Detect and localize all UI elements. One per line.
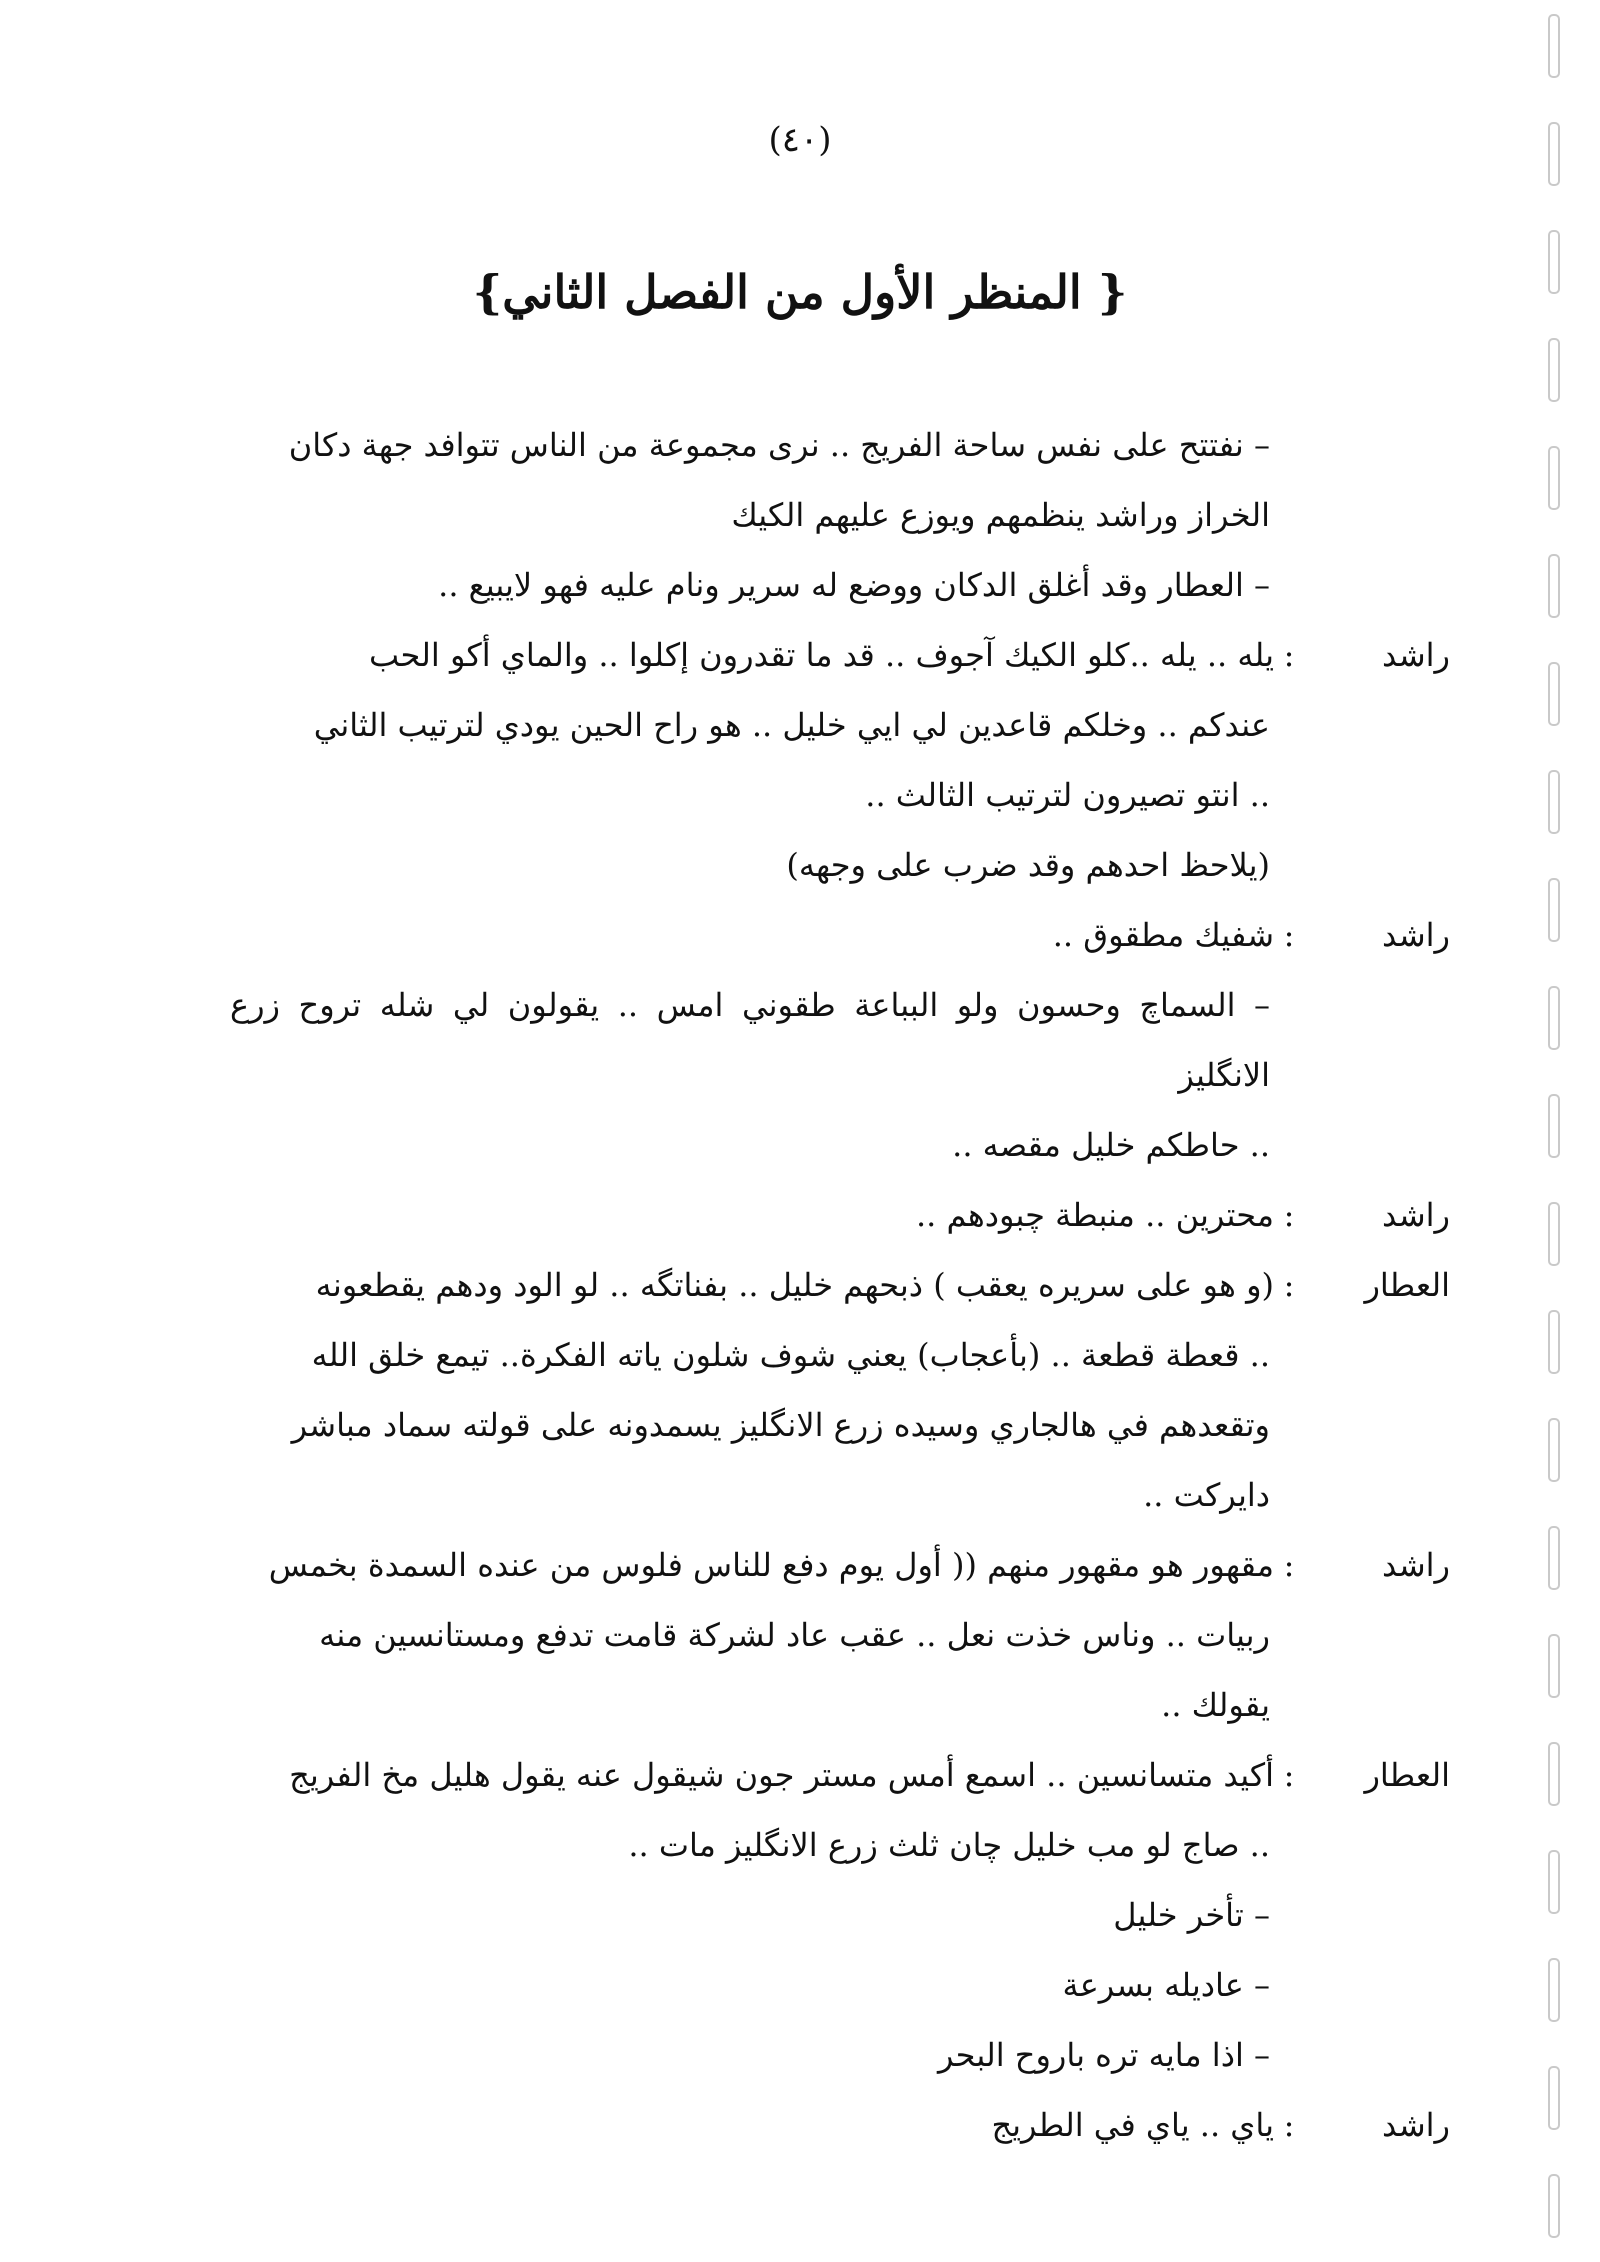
binding-hole xyxy=(1548,1310,1560,1374)
line-text: يله .. يله ..كلو الكيك آجوف .. قد ما تقدرون إكلوا .. والماي أكو الحب xyxy=(369,636,1274,674)
script-line xyxy=(230,1110,1450,1180)
script-line xyxy=(230,1320,1450,1390)
binding-hole xyxy=(1548,878,1560,942)
script-line xyxy=(230,2020,1450,2090)
line-text: عندكم .. وخلكم قاعدين لي ايي خليل .. هو راح الحين يودي لترتيب الثاني xyxy=(313,706,1270,744)
line-text: دايركت .. xyxy=(1143,1476,1270,1514)
speaker-colon: : xyxy=(1283,916,1295,954)
script-line xyxy=(230,1950,1450,2020)
speaker-name: العطار xyxy=(1364,1756,1450,1794)
script-line xyxy=(230,2090,1450,2160)
line-text: ياي .. ياي في الطريج xyxy=(991,2106,1274,2144)
binding-hole xyxy=(1548,14,1560,78)
script-line xyxy=(230,1530,1450,1600)
script-line xyxy=(230,550,1450,620)
line-text: – تأخر خليل xyxy=(1113,1896,1270,1934)
binding-hole xyxy=(1548,2066,1560,2130)
speaker-name: راشد xyxy=(1382,1196,1450,1234)
script-line xyxy=(230,1740,1450,1810)
binding-hole xyxy=(1548,1526,1560,1590)
stage-direction: (يلاحظ احدهم وقد ضرب على وجهه) xyxy=(786,846,1270,884)
line-text: ربيات .. وناس خذت نعل .. عقب عاد لشركة قامت تدفع ومستانسين منه xyxy=(319,1616,1270,1654)
script-line xyxy=(230,1250,1450,1320)
binding-hole xyxy=(1548,1634,1560,1698)
line-text: .. انتو تصيرون لترتيب الثالث .. xyxy=(865,776,1270,814)
binding-hole xyxy=(1548,770,1560,834)
speaker-name: راشد xyxy=(1382,916,1450,954)
script-line xyxy=(230,1670,1450,1740)
line-text: مقهور هو مقهور منهم (( أول يوم دفع للناس فلوس من عنده السمدة بخمس xyxy=(268,1546,1274,1584)
script-line xyxy=(230,620,1450,690)
script-line xyxy=(230,1180,1450,1250)
binding-hole xyxy=(1548,1094,1560,1158)
line-text: .. صاج لو مب خليل چان ثلث زرع الانگليز مات .. xyxy=(628,1826,1270,1864)
speaker-colon: : xyxy=(1283,1266,1295,1304)
script-line xyxy=(230,1460,1450,1530)
script-line xyxy=(230,410,1450,480)
scene-title: {المنظر الأول من الفصل الثاني } xyxy=(472,265,1128,319)
script-line xyxy=(230,690,1450,760)
page-number: (٤٠) xyxy=(768,120,832,160)
binding-hole xyxy=(1548,1202,1560,1266)
speaker-colon: : xyxy=(1283,636,1295,674)
line-text: .. قعطة قطعة .. (بأعجاب) يعني شوف شلون ياته الفكرة.. تيمع خلق الله xyxy=(311,1336,1270,1374)
speaker-colon: : xyxy=(1283,2106,1295,2144)
script-body xyxy=(230,410,1450,2160)
binding-hole xyxy=(1548,554,1560,618)
binding-hole xyxy=(1548,230,1560,294)
binding-hole xyxy=(1548,986,1560,1050)
speaker-colon: : xyxy=(1283,1756,1295,1794)
speaker-colon: : xyxy=(1283,1196,1295,1234)
script-line xyxy=(230,1600,1450,1670)
line-text: محترين .. منبطة چبودهم .. xyxy=(916,1196,1274,1234)
speaker-name: راشد xyxy=(1382,2106,1450,2144)
binding-hole xyxy=(1548,446,1560,510)
binding-hole xyxy=(1548,1742,1560,1806)
script-line xyxy=(230,830,1450,900)
line-text: شفيك مطقوق .. xyxy=(1052,916,1274,954)
line-text: (و هو على سريره يعقب ) ذبحهم خليل .. بفناتگه .. لو الود ودهم يقطعونه xyxy=(315,1266,1274,1304)
speaker-name: العطار xyxy=(1364,1266,1450,1304)
speaker-name: راشد xyxy=(1382,1546,1450,1584)
binding-hole xyxy=(1548,1958,1560,2022)
binding-hole xyxy=(1548,338,1560,402)
speaker-colon: : xyxy=(1283,1546,1295,1584)
binding-hole xyxy=(1548,1418,1560,1482)
line-text: – نفتتح على نفس ساحة الفريج .. نرى مجموعة من الناس تتوافد جهة دكان xyxy=(288,426,1270,464)
script-line xyxy=(230,1390,1450,1460)
line-text: أكيد متسانسين .. اسمع أمس مستر جون شيقول عنه يقول هليل مخ الفريج xyxy=(289,1756,1274,1794)
binding-hole xyxy=(1548,662,1560,726)
line-text: الخراز وراشد ينظمهم ويوزع عليهم الكيك xyxy=(731,496,1270,534)
line-text: – العطار وقد أغلق الدكان ووضع له سرير ونام عليه فهو لايبيع .. xyxy=(438,566,1270,604)
line-text: .. حاطكم خليل مقصه .. xyxy=(952,1126,1270,1164)
line-text: يقولك .. xyxy=(1161,1686,1270,1724)
binding-edge xyxy=(1538,0,1568,2262)
speaker-name: راشد xyxy=(1382,636,1450,674)
line-text: – السماچ وحسون ولو البباعة طقوني امس .. يقولون لي شله تروح زرع الانگليز xyxy=(230,986,1270,1094)
line-text: – اذا مايه تره باروح البحر xyxy=(938,2036,1270,2074)
script-line xyxy=(230,900,1450,970)
script-line xyxy=(230,970,1450,1110)
script-line xyxy=(230,760,1450,830)
line-text: – عاديله بسرعة xyxy=(1062,1966,1270,2004)
line-text: وتقعدهم في هالجاري وسيده زرع الانگليز يسمدونه على قولته سماد مباشر xyxy=(291,1406,1270,1444)
script-line xyxy=(230,480,1450,550)
binding-hole xyxy=(1548,1850,1560,1914)
script-line xyxy=(230,1880,1450,1950)
binding-hole xyxy=(1548,2174,1560,2238)
script-line xyxy=(230,1810,1450,1880)
binding-hole xyxy=(1548,122,1560,186)
